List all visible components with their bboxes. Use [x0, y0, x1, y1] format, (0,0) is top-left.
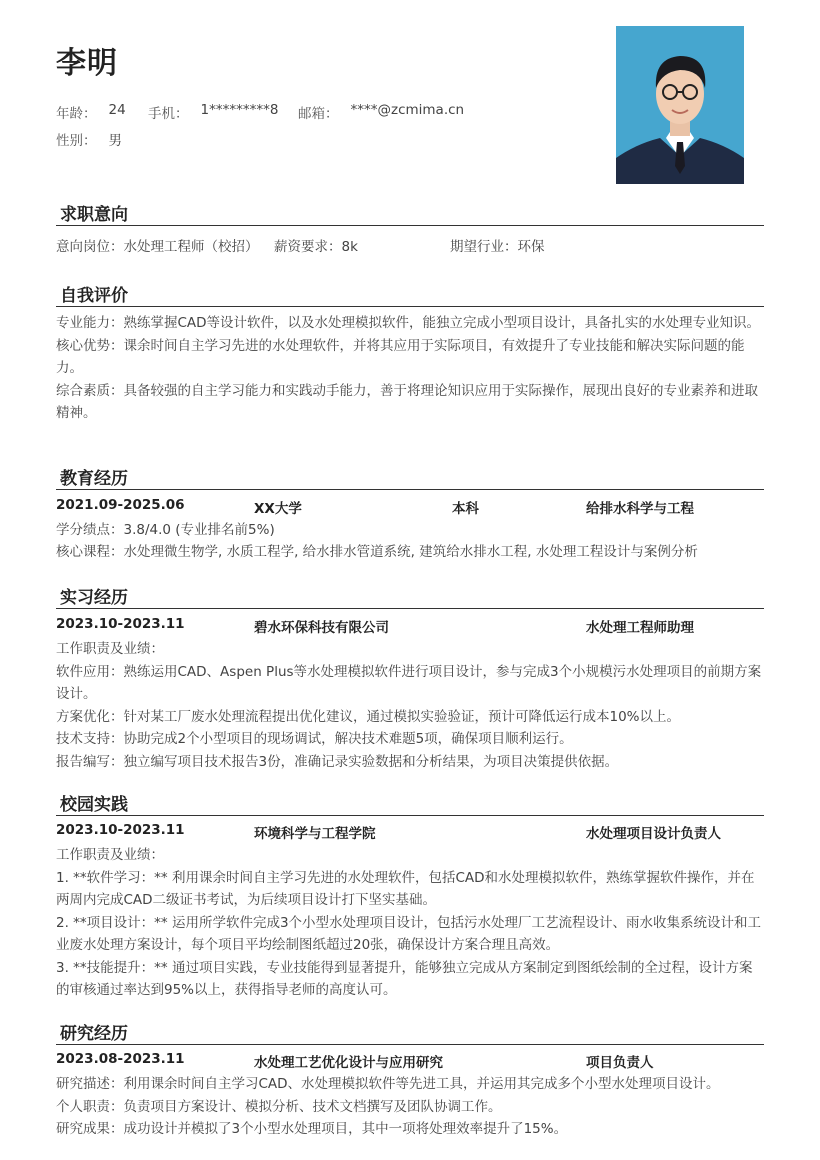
internship-item: 报告编写：独立编写项目技术报告3份，准确记录实验数据和分析结果，为项目决策提供依据。	[56, 753, 619, 770]
campus-details	[56, 844, 764, 1002]
education-school: XX大学	[254, 501, 302, 517]
phone-field	[148, 102, 298, 122]
industry-label: 期望行业：	[450, 239, 518, 255]
education-degree: 本科	[452, 501, 479, 517]
self-eval-item: 核心优势：课余时间自主学习先进的水处理软件，并将其应用于实际项目，有效提升了专业技能和解决实际问题的能力。	[56, 337, 745, 376]
intent-salary	[274, 236, 358, 258]
gender-label: 性别：	[56, 133, 97, 149]
email-value: ****@zcmima.cn	[350, 102, 465, 118]
internship-item: 技术支持：协助完成2个小型项目的现场调试，解决技术难题5项，确保项目顺利运行。	[56, 731, 573, 747]
salary-label: 薪资要求：	[274, 239, 342, 255]
gender-value: 男	[108, 133, 122, 149]
research-item: 研究成果：成功设计并模拟了3个小型水处理项目，其中一项将处理效率提升了15%。	[56, 1121, 568, 1137]
research-details	[56, 1073, 764, 1141]
campus-item: 1. **软件学习：** 利用课余时间自主学习先进的水处理软件，包括CAD和水处理模拟软件，熟练掌握软件操作，并在两周内完成CAD二级证书考试，为后续项目设计打下坚实基础。	[56, 869, 755, 908]
intent-industry	[450, 236, 545, 258]
education-gpa: 学分绩点：3.8/4.0 (专业排名前5%)	[56, 522, 275, 538]
education-major: 给排水科学与工程	[586, 501, 694, 517]
gender-field	[56, 129, 122, 149]
phone-value: 1*********8	[200, 102, 279, 118]
research-role: 项目负责人	[586, 1055, 654, 1071]
internship-item: 软件应用：熟练运用CAD、Aspen Plus等水处理模拟软件进行项目设计，参与完成3个小规模污水处理项目的前期方案设计。	[56, 663, 762, 702]
internship-details	[56, 638, 764, 773]
section-title-internship: 实习经历	[60, 588, 128, 608]
campus-org: 环境科学与工程学院	[254, 826, 376, 842]
self-eval-item: 综合素质：具备较强的自主学习能力和实践动手能力，善于将理论知识应用于实际操作，展现出良好的专业素养和进取精神。	[56, 382, 758, 421]
internship-header-row	[56, 616, 764, 638]
education-courses: 核心课程：水处理微生物学, 水质工程学, 给水排水管道系统, 建筑给水排水工程, 水处理工程设计与案例分析	[56, 544, 698, 560]
age-value: 24	[108, 102, 126, 118]
basic-info-row	[56, 102, 464, 122]
section-title-education: 教育经历	[60, 469, 128, 489]
campus-item: 2. **项目设计：** 运用所学软件完成3个小型水处理项目设计，包括污水处理厂工艺流程设计、雨水收集系统设计和工业废水处理方案设计，每个项目平均绘制图纸超过20张，确保设计方案合理且高效。	[56, 914, 762, 953]
phone-label: 手机：	[148, 106, 189, 122]
section-divider	[56, 225, 764, 226]
section-title-campus: 校园实践	[60, 795, 128, 815]
section-title-research: 研究经历	[60, 1024, 128, 1044]
basic-info-row-2	[56, 129, 122, 149]
portrait-illustration	[616, 26, 744, 184]
campus-intro: 工作职责及业绩：	[56, 847, 164, 863]
section-divider	[56, 815, 764, 816]
education-date: 2021.09-2025.06	[56, 497, 185, 513]
research-date: 2023.08-2023.11	[56, 1051, 185, 1067]
age-label: 年龄：	[56, 106, 97, 122]
email-field	[298, 102, 464, 122]
section-divider	[56, 489, 764, 490]
position-value: 水处理工程师（校招）	[123, 239, 259, 255]
profile-photo	[616, 26, 744, 184]
industry-value: 环保	[517, 239, 545, 255]
internship-company: 碧水环保科技有限公司	[254, 620, 389, 636]
section-title-self-eval: 自我评价	[60, 286, 128, 306]
intent-position	[56, 236, 259, 258]
section-divider	[56, 306, 764, 307]
position-label: 意向岗位：	[56, 239, 124, 255]
section-divider	[56, 608, 764, 609]
campus-date: 2023.10-2023.11	[56, 822, 185, 838]
education-header-row	[56, 497, 764, 519]
internship-date: 2023.10-2023.11	[56, 616, 185, 632]
research-item: 个人职责：负责项目方案设计、模拟分析、技术文档撰写及团队协调工作。	[56, 1098, 502, 1115]
research-project: 水处理工艺优化设计与应用研究	[254, 1055, 443, 1071]
self-eval-item: 专业能力：熟练掌握CAD等设计软件，以及水处理模拟软件，能独立完成小型项目设计，具备扎实的水处理专业知识。	[56, 315, 761, 331]
internship-role: 水处理工程师助理	[586, 620, 694, 636]
candidate-name: 李明	[56, 46, 118, 81]
campus-header-row	[56, 822, 764, 844]
internship-item: 方案优化：针对某工厂废水处理流程提出优化建议，通过模拟实验验证，预计可降低运行成本10%以上。	[56, 708, 681, 725]
self-eval-list	[56, 312, 764, 425]
section-title-intent: 求职意向	[60, 205, 128, 225]
research-item: 研究描述：利用课余时间自主学习CAD、水处理模拟软件等先进工具，并运用其完成多个小型水处理项目设计。	[56, 1076, 720, 1092]
email-label: 邮箱：	[298, 106, 339, 122]
internship-intro: 工作职责及业绩：	[56, 641, 164, 657]
section-divider	[56, 1044, 764, 1045]
age-field	[56, 102, 148, 122]
research-header-row	[56, 1051, 764, 1073]
campus-item: 3. **技能提升：** 通过项目实践，专业技能得到显著提升，能够独立完成从方案制定到图纸绘制的全过程，设计方案的审核通过率达到95%以上，获得指导老师的高度认可。	[56, 959, 753, 998]
campus-role: 水处理项目设计负责人	[586, 826, 721, 842]
salary-value: 8k	[341, 239, 358, 255]
